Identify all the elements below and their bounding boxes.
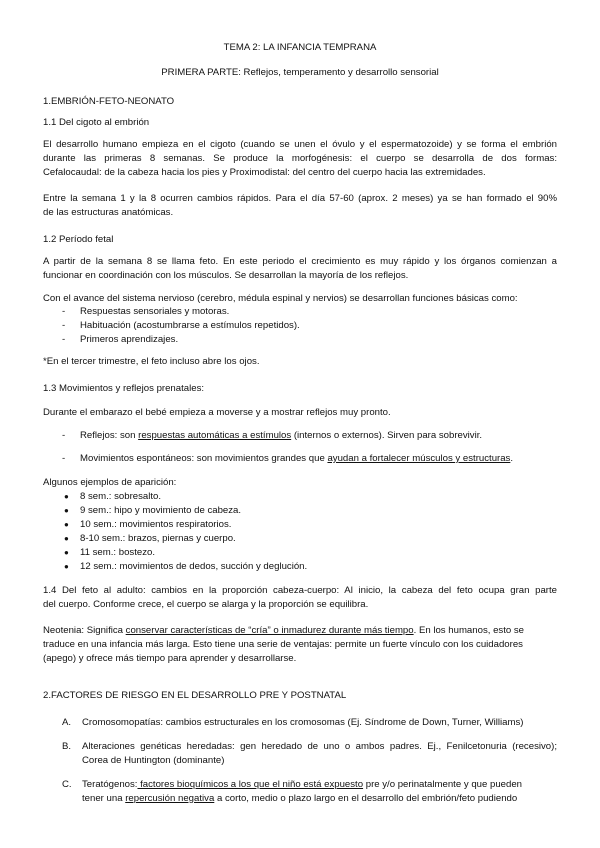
paragraph-line: traduce en una infancia más larga. Esto tiene una serie de ventajas: permite un fuerte vínculo con los cuidadores xyxy=(43,639,523,650)
document-subtitle: PRIMERA PARTE: Reflejos, temperamento y desarrollo sensorial xyxy=(161,67,439,78)
paragraph-line: Algunos ejemplos de aparición: xyxy=(43,477,177,488)
underlined-text: conservar características de “cría” o inmadurez durante más tiempo xyxy=(125,625,414,636)
paragraph-line: A partir de la semana 8 se llama feto. En este periodo el crecimiento es muy rápido y los órganos comienzan a xyxy=(43,256,557,267)
list-item-reflejos: Reflejos: son respuestas automáticas a estímulos (internos o externos). Sirven para sobrevivir. xyxy=(80,430,483,441)
list-marker: - xyxy=(62,306,66,317)
list-item: Respuestas sensoriales y motoras. xyxy=(80,306,230,317)
bullet-icon: ● xyxy=(64,534,69,543)
paragraph-line: de las estructuras anatómicas. xyxy=(43,207,174,218)
underlined-text: repercusión negativa xyxy=(125,793,215,804)
list-item: 10 sem.: movimientos respiratorios. xyxy=(80,519,232,530)
subsection-heading-1-3: 1.3 Movimientos y reflejos prenatales: xyxy=(43,383,205,394)
list-marker: - xyxy=(62,453,66,464)
paragraph-line: Durante el embarazo el bebé empieza a moverse y a mostrar reflejos muy pronto. xyxy=(43,407,391,418)
bullet-icon: ● xyxy=(64,562,69,571)
list-item-continuation: Corea de Huntington (dominante) xyxy=(82,755,225,766)
list-item: Primeros aprendizajes. xyxy=(80,334,179,345)
list-item: 11 sem.: bostezo. xyxy=(80,547,156,558)
paragraph-line: (apego) y ofrece más tiempo para aprender y desarrollarse. xyxy=(43,653,297,664)
list-item: 8-10 sem.: brazos, piernas y cuerpo. xyxy=(80,533,236,544)
paragraph-line: El desarrollo humano empieza en el cigoto (cuando se unen el óvulo y el espermatozoide) y se forma el embrión xyxy=(43,139,557,150)
underlined-text: respuestas automáticas a estímulos xyxy=(138,430,292,441)
list-item-espontaneos: Movimientos espontáneos: son movimientos grandes que ayudan a fortalecer músculos y estructuras. xyxy=(80,453,514,464)
paragraph-line: Con el avance del sistema nervioso (cerebro, médula espinal y nervios) se desarrollan funciones básicas como: xyxy=(43,293,518,304)
document-title: TEMA 2: LA INFANCIA TEMPRANA xyxy=(223,42,377,53)
paragraph-line: del cuerpo. Conforme crece, el cuerpo se alarga y la proporción se equilibra. xyxy=(43,599,369,610)
bullet-icon: ● xyxy=(64,506,69,515)
bullet-icon: ● xyxy=(64,548,69,557)
section-heading-1: 1.EMBRIÓN-FETO-NEONATO xyxy=(43,96,175,107)
list-marker: A. xyxy=(62,717,72,728)
list-marker: - xyxy=(62,320,66,331)
bullet-icon: ● xyxy=(64,520,69,529)
list-marker: - xyxy=(62,430,66,441)
list-item-teratogenos: Teratógenos: factores bioquímicos a los que el niño está expuesto pre y/o perinatalmente y que pueden xyxy=(82,779,523,790)
section-heading-2: 2.FACTORES DE RIESGO EN EL DESARROLLO PRE Y POSTNATAL xyxy=(43,690,347,701)
underlined-text: ayudan a fortalecer músculos y estructuras xyxy=(327,453,511,464)
list-item: Habituación (acostumbrarse a estímulos repetidos). xyxy=(80,320,300,331)
list-marker: C. xyxy=(62,779,72,790)
paragraph-line: Cefalocaudal: de la cabeza hacia los pies y Proximodistal: del centro del cuerpo hacia las extremidades. xyxy=(43,167,486,178)
list-item: Alteraciones genéticas heredadas: gen heredado de uno o ambos padres. Ej., Fenilcetonuria (recesivo); xyxy=(82,741,557,752)
bullet-icon: ● xyxy=(64,492,69,501)
list-marker: - xyxy=(62,334,66,345)
paragraph-line: Entre la semana 1 y la 8 ocurren cambios rápidos. Para el día 57-60 (aprox. 2 meses) ya se han formado el 90% xyxy=(43,193,557,204)
list-item: 9 sem.: hipo y movimiento de cabeza. xyxy=(80,505,242,516)
neotenia-line-1: Neotenia: Significa conservar características de “cría” o inmadurez durante más tiempo. En los humanos, esto se xyxy=(43,625,524,636)
subsection-heading-1-1: 1.1 Del cigoto al embrión xyxy=(43,117,150,128)
list-item: 8 sem.: sobresalto. xyxy=(80,491,162,502)
paragraph-line: funcionar en coordinación con los músculos. Se desarrollan la mayoría de los reflejos. xyxy=(43,270,409,281)
paragraph-line: durante las primeras 8 semanas. Se produce la morfogénesis: el cuerpo se desarrolla de dos formas: xyxy=(43,153,557,164)
list-item: Cromosomopatías: cambios estructurales en los cromosomas (Ej. Síndrome de Down, Turner, Williams) xyxy=(82,717,524,728)
list-item: 12 sem.: movimientos de dedos, succión y deglución. xyxy=(80,561,308,572)
subsection-heading-1-2: 1.2 Período fetal xyxy=(43,234,114,245)
list-item-continuation: tener una repercusión negativa a corto, medio o plazo largo en el desarrollo del embrión/feto pudiendo xyxy=(82,793,518,804)
footnote-text: *En el tercer trimestre, el feto incluso abre los ojos. xyxy=(43,356,260,367)
paragraph-line: 1.4 Del feto al adulto: cambios en la proporción cabeza-cuerpo: Al inicio, la cabeza del feto ocupa gran parte xyxy=(43,585,557,596)
list-marker: B. xyxy=(62,741,72,752)
underlined-text: factores bioquímicos a los que el niño está expuesto xyxy=(137,779,364,790)
